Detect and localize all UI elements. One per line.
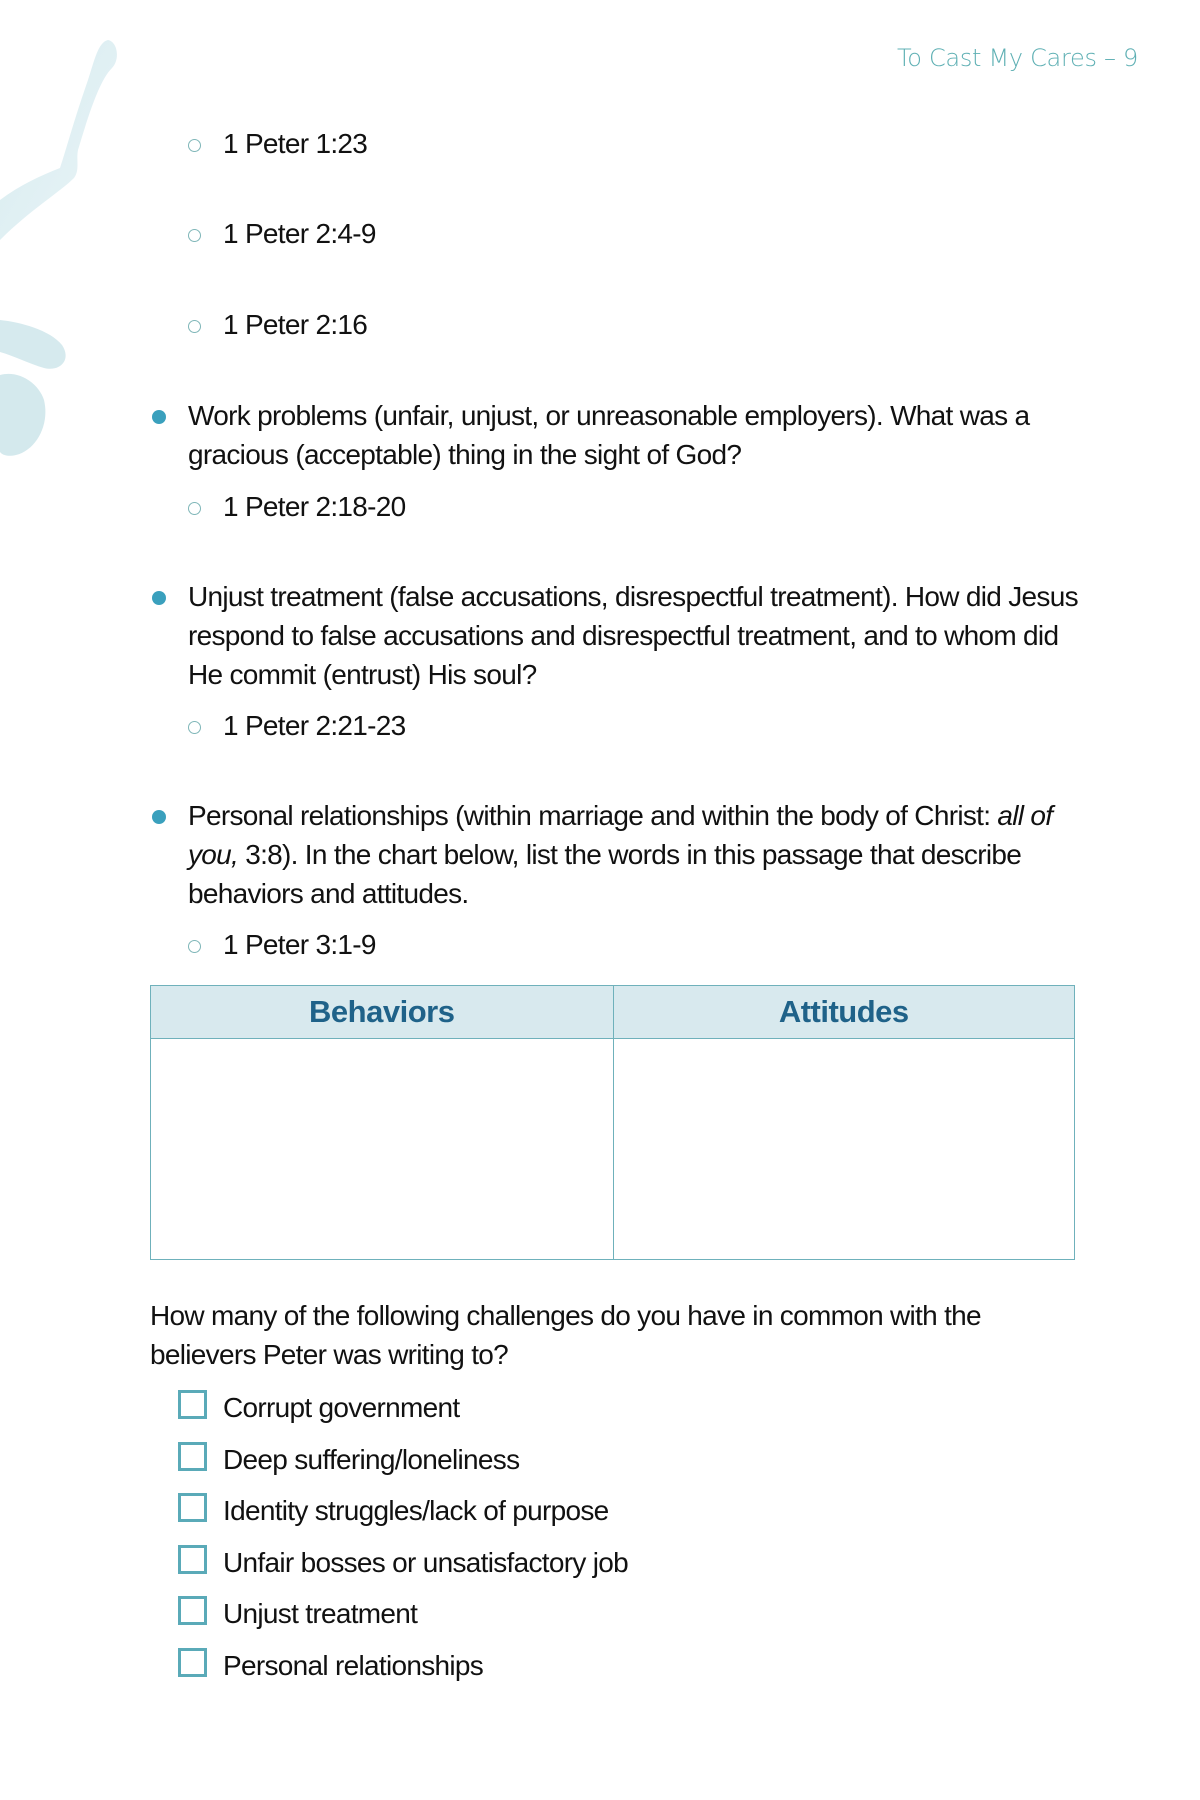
scripture-ref: 1 Peter 2:21-23	[223, 710, 406, 741]
checklist-item[interactable]	[178, 1434, 628, 1486]
hollow-circle-bullet-icon	[188, 320, 201, 333]
scripture-ref-item	[188, 706, 406, 745]
bullet-text: Work problems (unfair, unjust, or unreasonable employers). What was a gracious (acceptable) thing in the sight of God?	[188, 400, 1030, 470]
bullet-text: Unjust treatment (false accusations, disrespectful treatment). How did Jesus respond to false accusations and disrespectful treatment, and to whom did He commit (entrust) His soul?	[188, 581, 1078, 690]
checklist-label: Personal relationships	[223, 1649, 484, 1681]
watercolor-splash-decoration	[0, 0, 150, 500]
hollow-circle-bullet-icon	[188, 139, 201, 152]
challenges-question: How many of the following challenges do you have in common with the believers Peter was writing to?	[150, 1300, 981, 1370]
checkbox[interactable]	[178, 1596, 207, 1625]
checklist-label: Deep suffering/loneliness	[223, 1443, 520, 1475]
checklist-label: Unfair bosses or unsatisfactory job	[223, 1546, 629, 1578]
checklist-label: Identity struggles/lack of purpose	[223, 1495, 609, 1527]
bullet-work-problems	[152, 396, 1082, 474]
bullet-personal-relationships	[152, 796, 1082, 913]
challenges-checklist	[178, 1382, 628, 1691]
filled-circle-bullet-icon	[152, 410, 166, 424]
scripture-ref: 1 Peter 2:16	[223, 309, 368, 340]
checkbox[interactable]	[178, 1390, 207, 1419]
checkbox[interactable]	[178, 1648, 207, 1677]
hollow-circle-bullet-icon	[188, 721, 201, 734]
scripture-ref: 1 Peter 3:1-9	[223, 929, 376, 960]
behaviors-attitudes-table	[150, 985, 1075, 1260]
table-header-attitudes: Attitudes	[613, 986, 1075, 1039]
filled-circle-bullet-icon	[152, 591, 166, 605]
hollow-circle-bullet-icon	[188, 502, 201, 515]
hollow-circle-bullet-icon	[188, 229, 201, 242]
scripture-ref-item	[188, 214, 376, 253]
scripture-ref-item	[188, 305, 367, 344]
behaviors-answer-cell[interactable]	[151, 1039, 613, 1259]
scripture-ref-item	[188, 925, 376, 964]
scripture-ref: 1 Peter 1:23	[223, 128, 368, 159]
bullet-unjust-treatment	[152, 577, 1082, 694]
bullet-text-part: 3:8). In the chart below, list the words in this passage that describe behaviors and attitudes.	[188, 839, 1022, 909]
checkbox[interactable]	[178, 1493, 207, 1522]
bullet-text-italic: all of you,	[188, 800, 1053, 870]
checklist-item[interactable]	[178, 1640, 628, 1692]
checklist-label: Unjust treatment	[223, 1598, 418, 1630]
scripture-ref: 1 Peter 2:18-20	[223, 491, 406, 522]
bullet-text-part: Personal relationships (within marriage and within the body of Christ:	[188, 800, 998, 831]
hollow-circle-bullet-icon	[188, 940, 201, 953]
filled-circle-bullet-icon	[152, 810, 166, 824]
checkbox[interactable]	[178, 1442, 207, 1471]
running-head: To Cast My Cares – 9	[896, 44, 1138, 72]
checklist-item[interactable]	[178, 1382, 628, 1434]
scripture-ref-item	[188, 124, 367, 163]
checklist-item[interactable]	[178, 1485, 628, 1537]
checklist-item[interactable]	[178, 1537, 628, 1589]
scripture-ref-item	[188, 487, 406, 526]
scripture-ref: 1 Peter 2:4-9	[223, 218, 376, 249]
bullet-text	[188, 796, 1058, 913]
checkbox[interactable]	[178, 1545, 207, 1574]
checklist-item[interactable]	[178, 1588, 628, 1640]
checklist-label: Corrupt government	[223, 1392, 460, 1424]
attitudes-answer-cell[interactable]	[613, 1039, 1075, 1259]
table-header-behaviors: Behaviors	[151, 986, 613, 1039]
